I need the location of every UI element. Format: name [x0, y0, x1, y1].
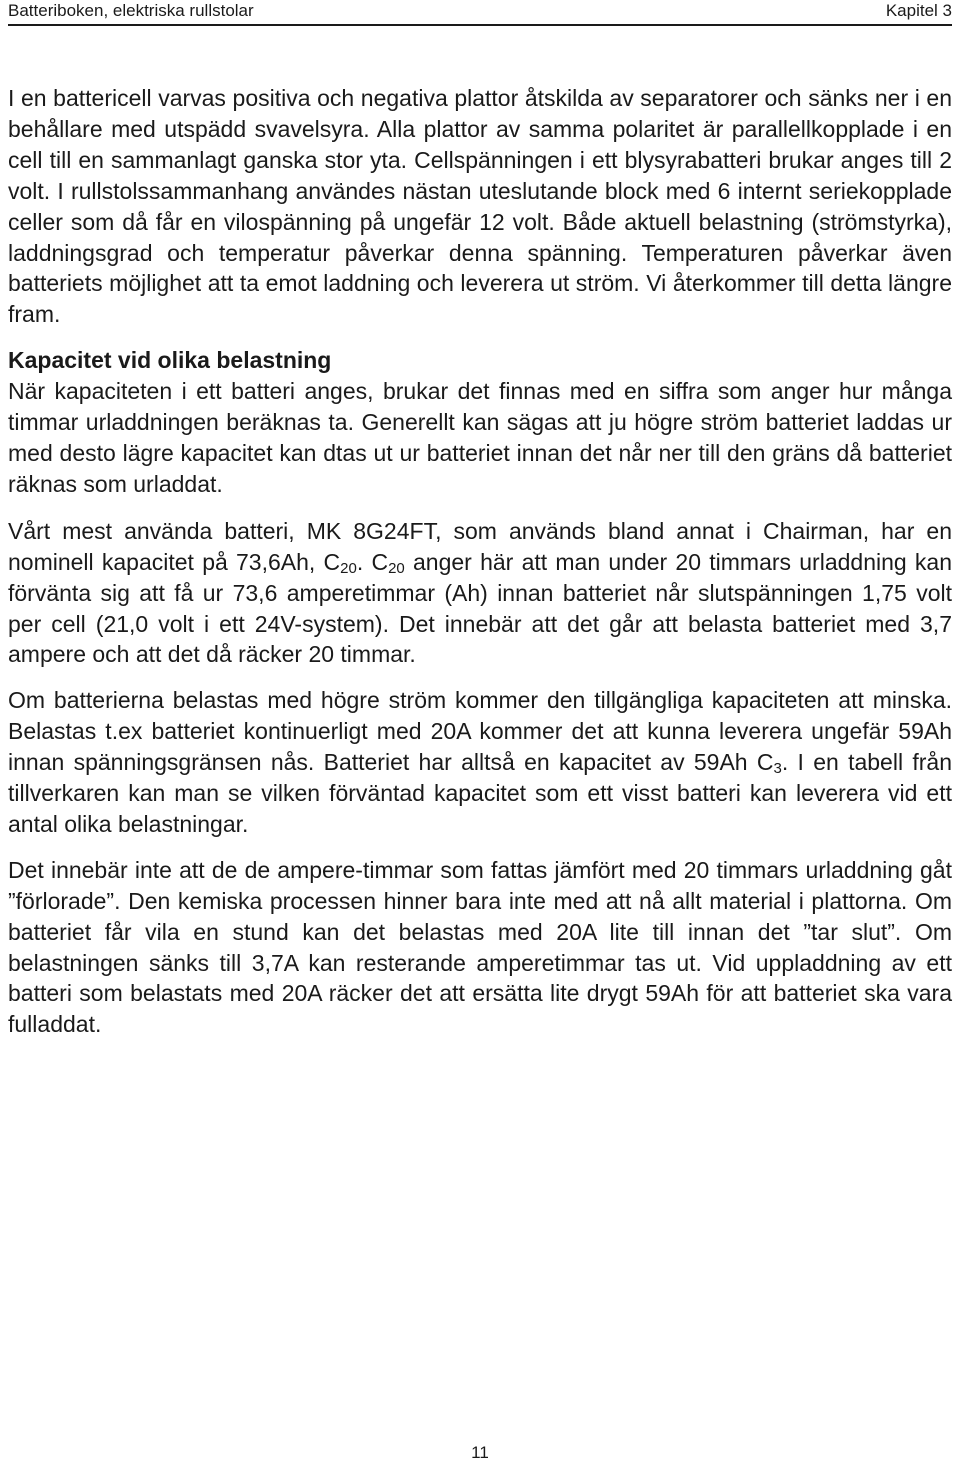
paragraph-text: . C — [356, 548, 389, 575]
paragraph-capacity-definition: När kapaciteten i ett batteri anges, brukar det finnas med en siffra som anger hur många timmar urladdningen beräknas ta. Generellt kan sägas att ju högre ström batteriet laddas ur med desto lägre kapacitet kan dtas ut ur batteriet innan det når ner till den gräns då batteriet räknas som urladdat. — [8, 378, 952, 497]
page-header — [8, 0, 952, 26]
page-number: 11 — [471, 1443, 489, 1462]
section-heading: Kapacitet vid olika belastning — [8, 347, 332, 374]
paragraph-cell-construction: I en battericell varvas positiva och negativa plattor åtskilda av separatorer och sänks ner i en behållare med utspädd svavelsyra. Alla plattor av samma polaritet är parallellkopplade i en cell till en sammanlagt ganska stor yta. Cellspänningen i ett blysyrabatteri brukar anges till 2 volt. I rullstolssammanhang användes nästan uteslutande block med 6 internt seriekopplade celler som då får en vilospänning på ungefär 12 volt. Både aktuell belastning (strömstyrka), laddningsgrad och temperatur påverkar denna spänning. Temperaturen påverkar även batteriets möjlighet att ta emot laddning och leverera ut ström. Vi återkommer till detta längre fram. — [8, 85, 952, 328]
paragraph-text: . I en tabell från tillverkaren kan man se vilken förväntad kapacitet som ett visst batteri kan leverera vid ett antal olika belastningar. — [8, 749, 952, 837]
paragraph-text: anger här att man under 20 timmars urladdning kan förvänta sig att få ur 73,6 amperetimmar (Ah) innan batteriet når slutspänningen 1,75 volt per cell (21,0 volt i ett 24V-system). Det innebär att det går att belasta batteriet med 3,7 ampere och att det då räcker 20 timmar. — [8, 548, 952, 668]
paragraph-text: Vårt mest använda batteri, MK 8G24FT, som används bland annat i Chairman, har en nominell kapacitet på 73,6Ah, C — [8, 517, 952, 575]
subscript: 20 — [388, 559, 405, 577]
header-chapter: Kapitel 3 — [885, 1, 952, 20]
subscript: 3 — [773, 760, 782, 778]
paragraph-not-lost: Det innebär inte att de de ampere-timmar som fattas jämfört med 20 timmars urladdning gåt ”förlorade”. Den kemiska processen hinner bara inte med att nå allt material i plattorna. Om batteriet får vila en stund kan det belastas med 20A lite till innan det ”tar slut”. Om belastningen sänks till 3,7A kan resterande amperetimmar tas ut. Vid uppladdning av ett batteri som belastats med 20A räcker det att ersätta lite drygt 59Ah för att batteriet ska vara fulladdat. — [8, 856, 952, 1038]
paragraph-higher-load — [8, 685, 952, 840]
paragraph-text: Om batterierna belastas med högre ström kommer den tillgängliga kapaciteten att minska. Belastas t.ex batteriet kontinuerligt med 20A kommer det att kunna leverera ungefär 59Ah innan spänningsgränsen nås. Batteriet har alltså en kapacitet av 59Ah C — [8, 687, 952, 776]
paragraph-battery-example — [8, 516, 952, 671]
header-title: Batteriboken, elektriska rullstolar — [8, 1, 254, 20]
document-body — [8, 83, 952, 1055]
subscript: 20 — [340, 559, 357, 577]
